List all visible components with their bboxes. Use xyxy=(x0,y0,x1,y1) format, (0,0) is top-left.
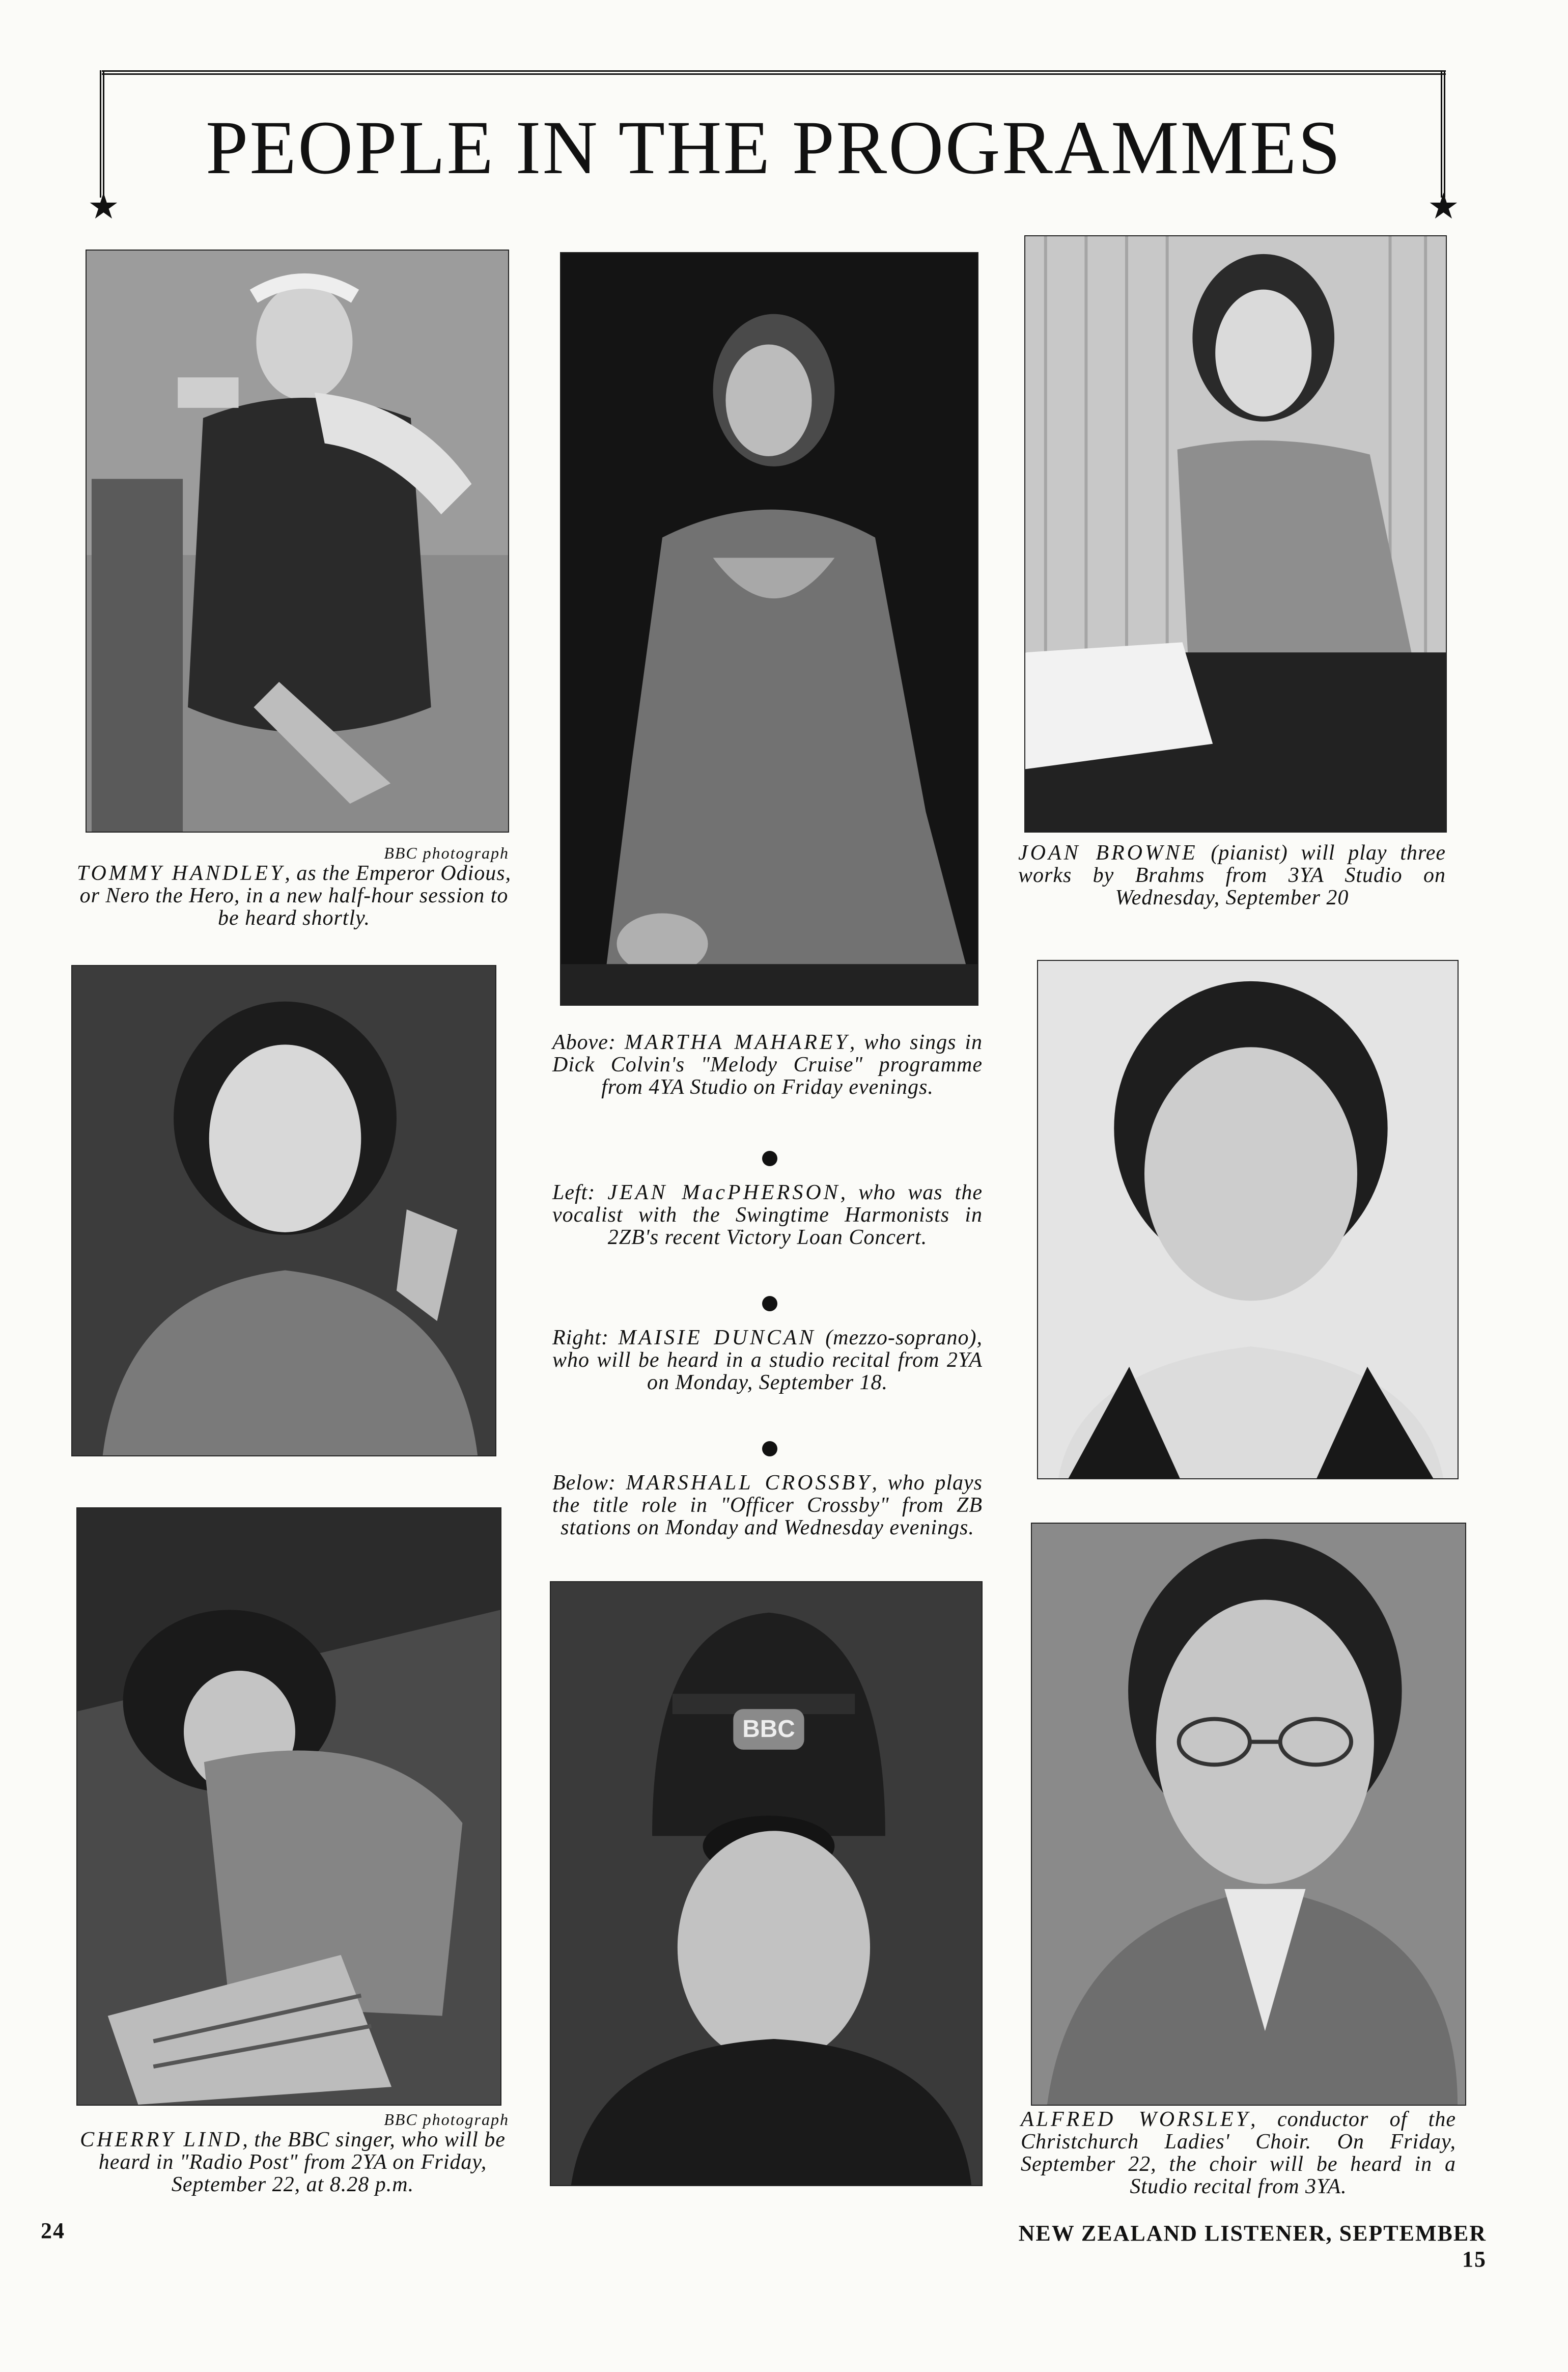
publication-line: NEW ZEALAND LISTENER, SEPTEMBER 15 xyxy=(1018,2221,1487,2272)
caption-maisie-duncan xyxy=(552,1327,983,1394)
caption-name: TOMMY HANDLEY xyxy=(76,862,285,885)
caption-name: JEAN MacPHERSON xyxy=(607,1181,841,1204)
caption-tommy-handley xyxy=(71,862,517,929)
header-frame-left xyxy=(100,70,104,198)
caption-martha-maharey xyxy=(552,1031,983,1098)
caption-text: (mezzo-soprano), who will be heard in a studio recital from 2YA on Monday, September 18. xyxy=(552,1326,983,1394)
photo-credit: BBC photograph xyxy=(384,2110,509,2129)
caption-joan-browne xyxy=(1018,842,1446,909)
caption-text: , who was the vocalist with the Swingtime Harmonists in 2ZB's recent Victory Loan Concert. xyxy=(552,1181,983,1249)
bullet-icon xyxy=(762,1441,777,1456)
caption-text: , who plays the title role in "Officer Crossby" from ZB stations on Monday and Wednesday evenings. xyxy=(552,1471,983,1539)
header-frame-right xyxy=(1441,70,1445,198)
caption-name: MAISIE DUNCAN xyxy=(618,1326,816,1349)
caption-alfred-worsley xyxy=(1021,2108,1456,2198)
photo-martha-maharey xyxy=(560,252,978,1006)
bullet-icon xyxy=(762,1296,777,1311)
photo-joan-browne xyxy=(1024,235,1447,833)
caption-prefix: Above: xyxy=(552,1031,616,1054)
caption-prefix: Left: xyxy=(552,1181,596,1204)
header-frame-top xyxy=(102,70,1446,75)
caption-name: JOAN BROWNE xyxy=(1018,841,1198,865)
caption-marshall-crossby xyxy=(552,1472,983,1539)
photo-alfred-worsley xyxy=(1031,1523,1466,2106)
photo-jean-macpherson xyxy=(71,965,496,1456)
caption-name: MARSHALL CROSSBY xyxy=(626,1471,872,1495)
page-title: PEOPLE IN THE PROGRAMMES xyxy=(206,105,1342,190)
caption-cherry-lind xyxy=(71,2129,514,2196)
photo-credit: BBC photograph xyxy=(384,844,509,862)
photo-tommy-handley xyxy=(86,250,509,833)
photo-cherry-lind xyxy=(76,1507,501,2106)
star-icon: ★ xyxy=(1427,187,1460,227)
star-icon: ★ xyxy=(88,187,120,227)
helmet-badge-text: BBC xyxy=(742,1715,795,1743)
caption-text: , conductor of the Christchurch Ladies' Choir. On Friday, September 22, the choir will be heard in a Studio recital from 3YA. xyxy=(1021,2108,1456,2198)
caption-prefix: Below: xyxy=(552,1471,616,1495)
photo-marshall-crossby xyxy=(550,1581,983,2186)
caption-name: CHERRY LIND xyxy=(80,2128,243,2152)
caption-name: ALFRED WORSLEY xyxy=(1021,2108,1251,2131)
caption-name: MARTHA MAHAREY xyxy=(624,1031,850,1054)
page-number: 24 xyxy=(41,2218,65,2243)
bullet-icon xyxy=(762,1151,777,1166)
caption-text: , as the Emperor Odious, or Nero the Hero, in a new half-hour session to be heard shortly. xyxy=(79,862,512,930)
caption-text: , the BBC singer, who will be heard in "Radio Post" from 2YA on Friday, September 22, at 8.28 p.m. xyxy=(98,2128,506,2196)
caption-jean-macpherson xyxy=(552,1181,983,1249)
caption-prefix: Right: xyxy=(552,1326,609,1349)
caption-text: (pianist) will play three works by Brahms from 3YA Studio on Wednesday, September 20 xyxy=(1018,841,1446,909)
caption-text: , who sings in Dick Colvin's "Melody Cruise" programme from 4YA Studio on Friday evenings. xyxy=(552,1031,983,1099)
photo-maisie-duncan xyxy=(1037,960,1459,1479)
